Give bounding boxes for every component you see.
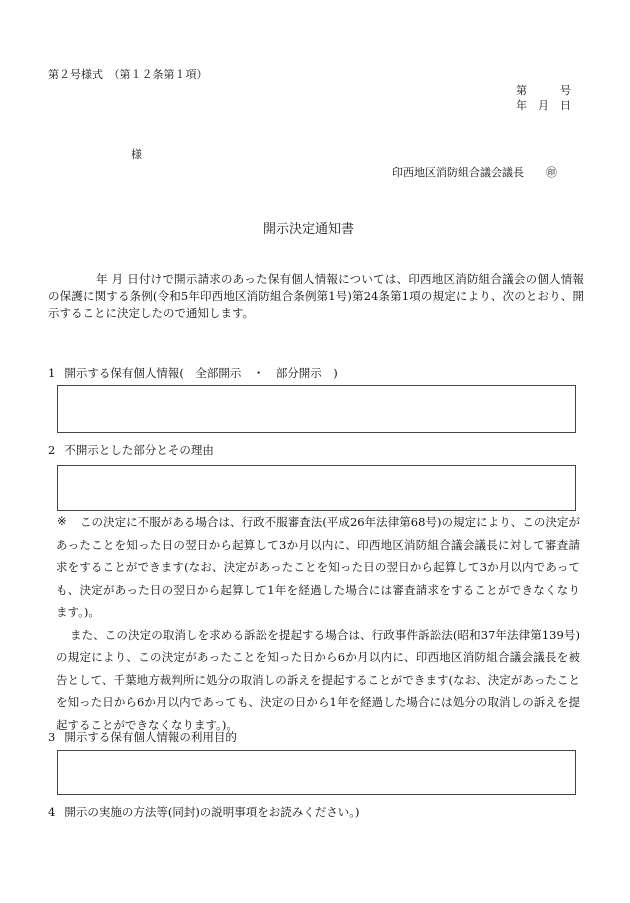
intro-paragraph: 年 月 日付けで開示請求のあった保有個人情報については、印西地区消防組合議会の個人情報の保護に関する条例(令和5年印西地区消防組合条例第1号)第24条第1項の規定により、次のとおり、開示することに決定したので通知します。 xyxy=(48,272,584,320)
section-label: 不開示とした部分とその理由 xyxy=(64,443,214,457)
section-2-box[interactable] xyxy=(57,465,576,511)
note-block xyxy=(56,511,580,736)
section-label: 開示する保有個人情報( 全部開示 ・ 部分開示 ) xyxy=(64,366,338,380)
section-1-box[interactable] xyxy=(57,385,576,433)
section-number: 3 xyxy=(48,730,56,744)
section-4-heading xyxy=(48,804,360,820)
note-paragraph-1: この決定に不服がある場合は、行政不服審査法(平成26年法律第68号)の規定により、この決定があったことを知った日の翌日から起算して3か月以内に、印西地区消防組合議会議長に対して審査請求をすることができます(なお、決定があったことを知った日の翌日から起算して3か月以内であっても、決定があった日の翌日から起算して1年を経過した場合には審査請求をすることができなくなります。)。 xyxy=(56,515,580,619)
section-number: 1 xyxy=(48,366,56,380)
page-title: 開示決定通知書 xyxy=(263,222,355,237)
section-number: 2 xyxy=(48,443,56,457)
section-3-heading xyxy=(48,729,237,745)
section-2-heading xyxy=(48,442,214,458)
section-label: 開示する保有個人情報の利用目的 xyxy=(64,730,237,744)
note-mark: ※ xyxy=(57,514,67,528)
document-date: 年 月 日 xyxy=(516,99,571,112)
sender-title: 印西地区消防組合議会議長 xyxy=(392,166,524,179)
note-paragraph-2: また、この決定の取消しを求める訴訟を提起する場合は、行政事件訴訟法(昭和37年法律第139号)の規定により、この決定があったことを知った日から6か月以内に、印西地区消防組合議会議長を被告として、千葉地方裁判所に処分の取消しの訴えを提起することができます(なお、決定があったことを知った日から6か月以内であっても、決定の日から1年を経過した場合には処分の取消しの訴えを提起することができなくなります。)。 xyxy=(56,627,580,732)
seal-mark: ㊞ xyxy=(546,166,557,179)
form-number: 第２号様式 （第１２条第１項） xyxy=(48,68,208,81)
section-1-heading xyxy=(48,365,338,381)
addressee-suffix: 様 xyxy=(131,148,142,161)
section-label: 開示の実施の方法等(同封)の説明事項をお読みください。) xyxy=(64,805,360,819)
document-number: 第 号 xyxy=(516,84,571,97)
section-number: 4 xyxy=(48,805,56,819)
sender-block xyxy=(392,164,557,180)
section-3-box[interactable] xyxy=(57,750,576,795)
